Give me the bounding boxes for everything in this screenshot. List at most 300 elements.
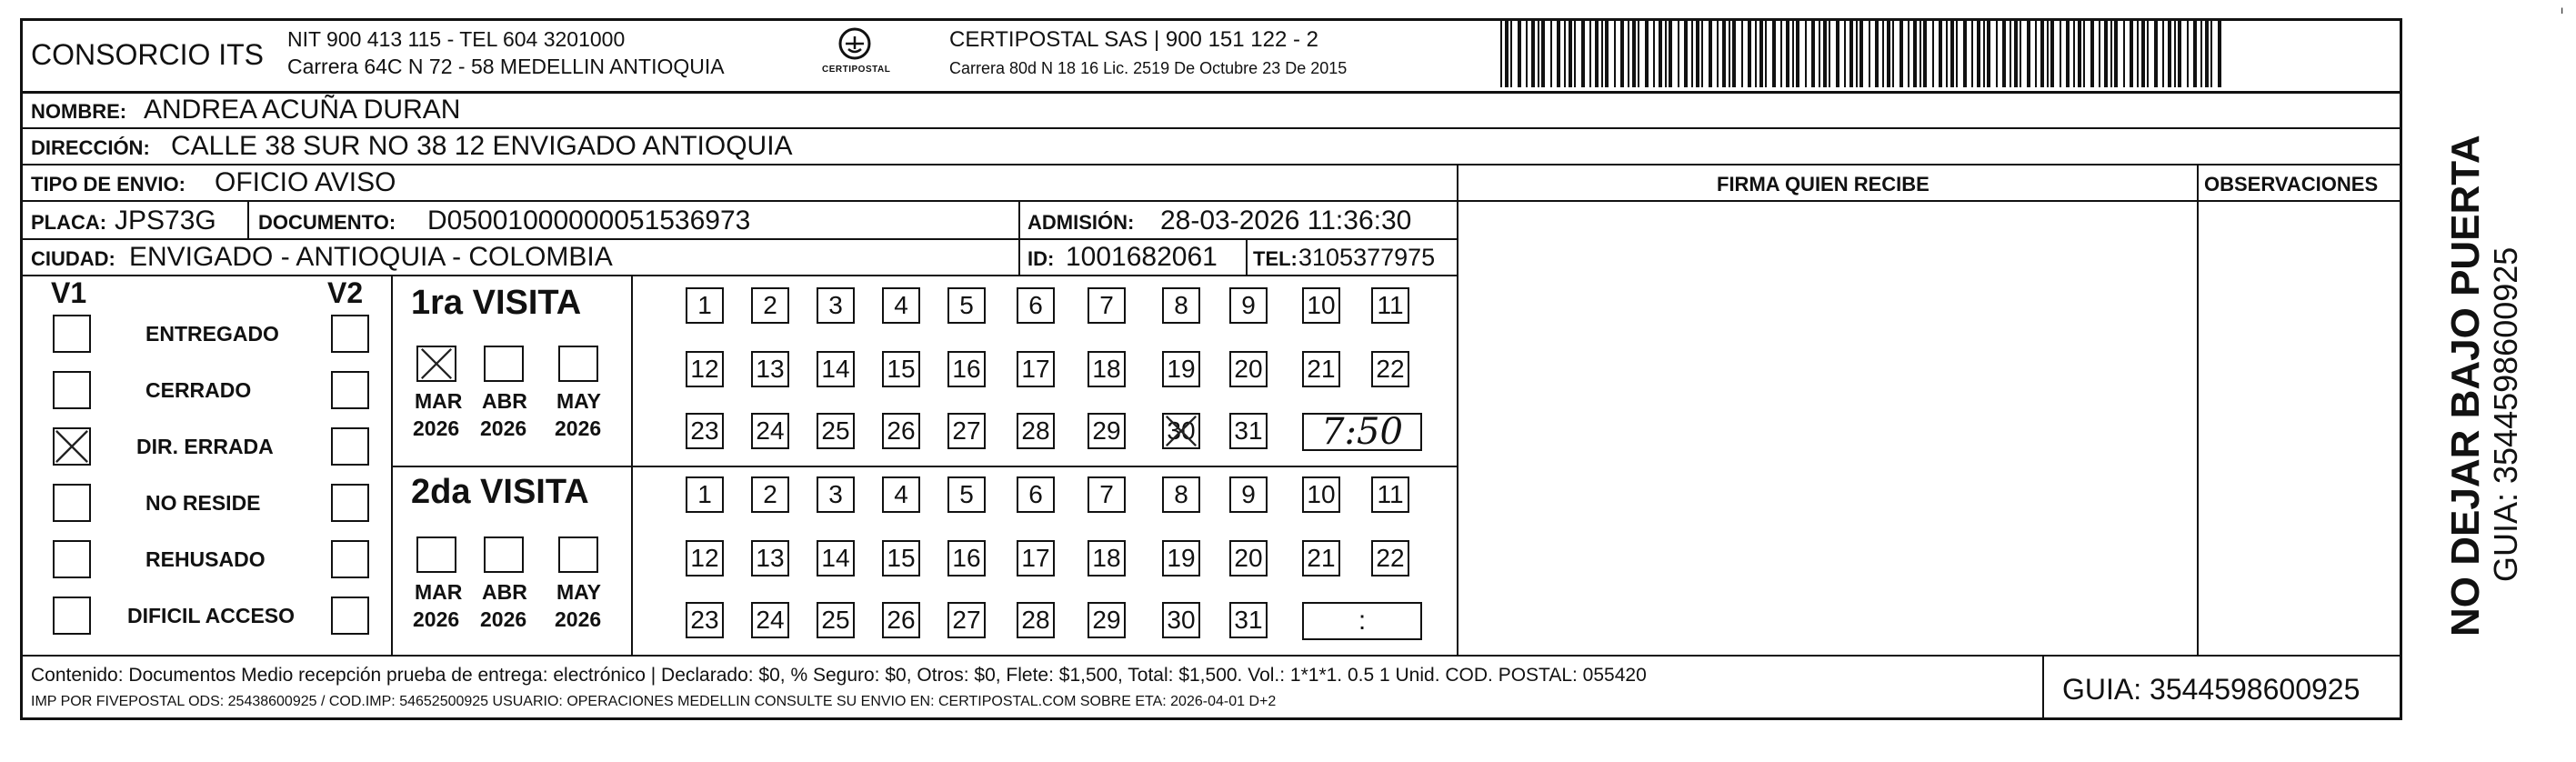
v1-checkbox[interactable] [53, 597, 91, 635]
day-number: 13 [756, 544, 785, 572]
v1-checkbox[interactable] [53, 427, 91, 466]
day-number: 8 [1174, 291, 1188, 319]
day-number: 31 [1234, 416, 1263, 445]
barcode-bar [1601, 20, 1603, 87]
day-number: 19 [1167, 355, 1196, 383]
day-box[interactable] [817, 413, 855, 449]
barcode-bar [1772, 20, 1776, 87]
day-box[interactable] [1017, 602, 1055, 638]
company-name: CONSORCIO ITS [31, 38, 265, 71]
month-label: MAR [415, 389, 463, 413]
barcode-bar [2040, 20, 2044, 87]
barcode-bar [1557, 20, 1560, 87]
v2-checkbox[interactable] [331, 484, 369, 522]
day-box[interactable] [1229, 602, 1268, 638]
day-number: 9 [1241, 291, 1256, 319]
barcode-bar [2168, 20, 2171, 87]
month-label: MAY [556, 580, 601, 604]
time-box[interactable]: 7:50 [1302, 413, 1422, 451]
barcode-bar [1759, 20, 1763, 87]
barcode-bar [1829, 20, 1830, 87]
day-box[interactable] [1371, 351, 1409, 387]
barcode-bar [1638, 20, 1639, 87]
day-number: 25 [821, 606, 850, 634]
day-number: 25 [821, 416, 850, 445]
day-box[interactable] [1229, 413, 1268, 449]
v1-header: V1 [51, 276, 87, 309]
day-number: 20 [1234, 544, 1263, 572]
barcode-bar [2078, 20, 2081, 87]
placa-value: JPS73G [115, 206, 216, 236]
day-number: 5 [959, 480, 974, 508]
barcode-bar [1875, 20, 1879, 87]
barcode-bar [1932, 20, 1934, 87]
footer-contenido: Contenido: Documentos Medio recepción prueba de entrega: electrónico | Declarado: $0, % Seguro: $0, Otros: $0, Flete: $1,500, Total: $1,500. Vol.: 1*1*1. 0.5 1 Unid. COD. POSTAL: 055420 [31, 665, 1647, 686]
day-number: 15 [887, 355, 916, 383]
day-box[interactable] [1229, 476, 1268, 513]
day-box[interactable] [947, 476, 986, 513]
barcode-bar [1836, 20, 1839, 87]
barcode-bar [2073, 20, 2075, 87]
day-box[interactable] [817, 287, 855, 324]
day-box[interactable] [1017, 351, 1055, 387]
day-number: 23 [690, 416, 719, 445]
footer-guia: GUIA: 3544598600925 [2062, 673, 2360, 706]
direccion-label: DIRECCIÓN: [31, 136, 150, 159]
barcode-bar [2130, 20, 2133, 87]
day-box[interactable] [817, 476, 855, 513]
v2-header: V2 [327, 276, 364, 309]
day-number: 30 [1167, 606, 1196, 634]
id-label: ID: [1027, 247, 1055, 270]
day-number: 11 [1377, 291, 1404, 319]
day-number: 1 [697, 291, 712, 319]
barcode-bar [2027, 20, 2030, 87]
day-box[interactable] [1371, 540, 1409, 577]
certipostal-logo [818, 24, 891, 80]
footer-imp-info: IMP POR FIVEPOSTAL ODS: 25438600925 / COD.IMP: 54652500925 USUARIO: OPERACIONES MEDELLIN CONSULTE SU ENVIO EN: CERTIPOSTAL.COM SOBRE ETA: 2026-04-01 D+2 [31, 694, 1277, 709]
barcode-bar [1946, 20, 1948, 87]
day-number: 6 [1028, 480, 1043, 508]
logo-text: CERTIPOSTAL [822, 65, 891, 75]
day-box[interactable] [686, 476, 724, 513]
month-checkbox[interactable] [558, 346, 598, 382]
barcode-bar [1869, 20, 1870, 87]
barcode-bar [2066, 20, 2070, 87]
barcode-bar [1696, 20, 1699, 87]
barcode-bar [2178, 20, 2181, 87]
day-box[interactable] [1017, 413, 1055, 449]
month-checkbox[interactable] [416, 346, 456, 382]
day-number: 5 [959, 291, 974, 319]
barcode-bar [2123, 20, 2125, 87]
day-box[interactable] [1371, 287, 1409, 324]
barcode-bar [2035, 20, 2037, 87]
day-box[interactable] [1017, 540, 1055, 577]
day-box[interactable] [1302, 287, 1340, 324]
day-box[interactable] [1162, 540, 1200, 577]
barcode-bar [1908, 20, 1909, 87]
barcode-bar [1717, 20, 1719, 87]
barcode-bar [1859, 20, 1863, 87]
day-number: 17 [1021, 544, 1050, 572]
side-text [2443, 135, 2524, 637]
barcode-bar [1792, 20, 1794, 87]
day-number: 26 [887, 416, 916, 445]
barcode-bar [1691, 20, 1693, 87]
barcode-bar [2210, 20, 2212, 87]
barcode-bar [1659, 20, 1662, 87]
day-number: 14 [821, 355, 850, 383]
side-warning: NO DEJAR BAJO PUERTA [2443, 135, 2488, 637]
v2-checkbox[interactable] [331, 427, 369, 466]
barcode-bar [1550, 20, 1552, 87]
barcode-bar [2104, 20, 2108, 87]
month-label: MAY [556, 389, 601, 413]
barcode-bar [2162, 20, 2164, 87]
status-label: CERRADO [145, 378, 252, 402]
barcode-bar [2174, 20, 2176, 87]
day-number: 13 [756, 355, 785, 383]
year-label: 2026 [413, 416, 460, 440]
barcode-bar [2218, 20, 2221, 87]
barcode-bar [2050, 20, 2054, 87]
day-box[interactable] [1229, 540, 1268, 577]
day-box[interactable] [1229, 287, 1268, 324]
barcode-bar [1632, 20, 1636, 87]
day-number: 22 [1376, 544, 1405, 572]
barcode-bar [2060, 20, 2061, 87]
barcode-bar [2137, 20, 2139, 87]
barcode-bar [2193, 20, 2197, 87]
barcode-bar [1996, 20, 1998, 87]
barcode-bar [1950, 20, 1954, 87]
barcode-bar [1786, 20, 1789, 87]
day-box[interactable] [1088, 413, 1126, 449]
day-box[interactable] [1017, 287, 1055, 324]
barcode-bar [1500, 20, 1502, 87]
day-number: 18 [1092, 544, 1121, 572]
day-box[interactable] [686, 287, 724, 324]
tel-value: 3105377975 [1298, 244, 1436, 271]
barcode-bar [2010, 20, 2011, 87]
day-box[interactable] [751, 413, 789, 449]
day-box[interactable] [1088, 351, 1126, 387]
day-box[interactable] [1302, 476, 1340, 513]
barcode-bar [1882, 20, 1884, 87]
tipo-envio-label: TIPO DE ENVIO: [31, 173, 185, 196]
status-label: REHUSADO [145, 547, 266, 571]
v1-checkbox[interactable] [53, 315, 91, 353]
barcode-bar [1589, 20, 1591, 87]
day-box[interactable] [1162, 602, 1200, 638]
time-box[interactable]: : [1302, 602, 1422, 640]
day-box[interactable] [1229, 351, 1268, 387]
company-nit: NIT 900 413 115 - TEL 604 3201000 [287, 27, 626, 51]
month-checkbox[interactable] [558, 536, 598, 573]
v2-checkbox[interactable] [331, 540, 369, 578]
day-box[interactable] [686, 413, 724, 449]
day-box[interactable] [882, 602, 920, 638]
barcode-bar [1581, 20, 1585, 87]
barcode-bar [1684, 20, 1688, 87]
day-number: 28 [1021, 416, 1050, 445]
firma-header: FIRMA QUIEN RECIBE [1717, 173, 1929, 196]
day-number: 27 [952, 606, 981, 634]
barcode-bar [1971, 20, 1973, 87]
day-number: 7 [1099, 480, 1114, 508]
day-number: 12 [690, 544, 719, 572]
year-label: 2026 [480, 607, 527, 631]
barcode-bar [1645, 20, 1649, 87]
day-box[interactable] [686, 602, 724, 638]
day-number: 20 [1234, 355, 1263, 383]
day-box[interactable] [751, 476, 789, 513]
barcode-bar [1956, 20, 1958, 87]
year-label: 2026 [555, 416, 602, 440]
ciudad-label: CIUDAD: [31, 247, 115, 270]
barcode-bar [1722, 20, 1726, 87]
barcode-bar [1569, 20, 1572, 87]
barcode-bar [1811, 20, 1815, 87]
day-box[interactable] [817, 540, 855, 577]
day-number: 2 [763, 291, 777, 319]
day-box[interactable] [1088, 476, 1126, 513]
day-number: 7 [1099, 291, 1114, 319]
day-box[interactable] [1162, 351, 1200, 387]
barcode-bar [1748, 20, 1751, 87]
month-label: ABR [482, 580, 527, 604]
day-number: 29 [1092, 416, 1121, 445]
barcode-bar [1541, 20, 1545, 87]
barcode-bar [1892, 20, 1894, 87]
barcode-bar [1620, 20, 1624, 87]
day-box[interactable] [882, 476, 920, 513]
status-label: DIR. ERRADA [136, 435, 274, 458]
certipostal-info: CERTIPOSTAL SAS | 900 151 122 - 2 [949, 27, 1318, 52]
v1-checkbox[interactable] [53, 371, 91, 409]
barcode-bar [1741, 20, 1743, 87]
barcode-bar [1732, 20, 1736, 87]
barcode-bar [1899, 20, 1903, 87]
placa-label: PLACA: [31, 211, 107, 234]
day-box[interactable] [947, 413, 986, 449]
barcode-bar [2020, 20, 2021, 87]
day-number: 14 [821, 544, 850, 572]
month-checkbox[interactable] [484, 536, 524, 573]
barcode-bar [1919, 20, 1921, 87]
barcode-bar [1628, 20, 1629, 87]
barcode-bar [1963, 20, 1967, 87]
day-box[interactable] [947, 540, 986, 577]
day-box[interactable] [882, 413, 920, 449]
barcode-bar [2114, 20, 2118, 87]
barcode [1500, 20, 2228, 87]
day-box[interactable] [686, 351, 724, 387]
barcode-bar [2141, 20, 2145, 87]
v1-checkbox[interactable] [53, 484, 91, 522]
day-box[interactable] [1088, 540, 1126, 577]
day-box[interactable] [1371, 476, 1409, 513]
barcode-bar [1856, 20, 1858, 87]
day-box[interactable] [751, 287, 789, 324]
day-number: 24 [756, 416, 785, 445]
day-number: 24 [756, 606, 785, 634]
day-number: 1 [697, 480, 712, 508]
barcode-bar [1849, 20, 1853, 87]
barcode-bar [1531, 20, 1535, 87]
day-number: 3 [828, 291, 843, 319]
v2-checkbox[interactable] [331, 371, 369, 409]
barcode-bar [2147, 20, 2149, 87]
barcode-bar [1819, 20, 1820, 87]
admision-label: ADMISIÓN: [1027, 211, 1135, 234]
day-number: 16 [952, 544, 981, 572]
barcode-bar [1605, 20, 1609, 87]
barcode-bar [2002, 20, 2006, 87]
v2-checkbox[interactable] [331, 315, 369, 353]
day-number: 10 [1307, 480, 1336, 508]
day-number: 10 [1307, 291, 1336, 319]
day-box[interactable] [817, 602, 855, 638]
barcode-bar [2014, 20, 2018, 87]
day-box[interactable] [947, 287, 986, 324]
day-box[interactable] [1302, 540, 1340, 577]
tipo-envio-value: OFICIO AVISO [215, 167, 396, 197]
barcode-bar [2205, 20, 2209, 87]
day-number: 18 [1092, 355, 1121, 383]
barcode-bar [1538, 20, 1539, 87]
barcode-bar [1564, 20, 1566, 87]
day-number: 29 [1092, 606, 1121, 634]
day-box[interactable] [817, 351, 855, 387]
barcode-bar [1505, 20, 1509, 87]
month-label: ABR [482, 389, 527, 413]
year-label: 2026 [480, 416, 527, 440]
status-label: DIFICIL ACCESO [127, 604, 296, 627]
barcode-bar [1709, 20, 1712, 87]
barcode-bar [1595, 20, 1599, 87]
day-number: 19 [1167, 544, 1196, 572]
day-box[interactable] [1162, 476, 1200, 513]
day-box[interactable] [1162, 413, 1200, 449]
barcode-bar [1780, 20, 1782, 87]
barcode-bar [1729, 20, 1730, 87]
certipostal-address: Carrera 80d N 18 16 Lic. 2519 De Octubre 23 De 2015 [949, 59, 1348, 77]
barcode-bar [1510, 20, 1512, 87]
day-number: 17 [1021, 355, 1050, 383]
day-box[interactable] [1302, 351, 1340, 387]
admision-value: 28-03-2026 11:36:30 [1160, 206, 1412, 236]
day-number: 23 [690, 606, 719, 634]
day-number: 2 [763, 480, 777, 508]
month-checkbox[interactable] [416, 536, 456, 573]
day-box[interactable] [1017, 476, 1055, 513]
barcode-bar [2200, 20, 2202, 87]
day-box[interactable] [1162, 287, 1200, 324]
corner-mark: ı [2561, 4, 2564, 16]
day-box[interactable] [751, 540, 789, 577]
day-number: 8 [1174, 480, 1188, 508]
barcode-bar [2099, 20, 2100, 87]
barcode-bar [1701, 20, 1703, 87]
documento-label: DOCUMENTO: [258, 211, 396, 234]
barcode-bar [2154, 20, 2158, 87]
barcode-bar [1755, 20, 1757, 87]
barcode-bar [2187, 20, 2189, 87]
barcode-bar [1678, 20, 1679, 87]
day-box[interactable] [882, 287, 920, 324]
day-box[interactable] [751, 351, 789, 387]
day-number: 30 [1167, 416, 1196, 445]
day-number: 21 [1307, 355, 1336, 383]
day-number: 9 [1241, 480, 1256, 508]
tel-label: TEL: [1253, 247, 1298, 270]
barcode-bar [1665, 20, 1667, 87]
day-number: 16 [952, 355, 981, 383]
year-label: 2026 [413, 607, 460, 631]
day-box[interactable] [947, 351, 986, 387]
month-checkbox[interactable] [484, 346, 524, 382]
day-number: 27 [952, 416, 981, 445]
day-number: 26 [887, 606, 916, 634]
day-number: 4 [894, 480, 908, 508]
visit1-title: 1ra VISITA [411, 284, 582, 322]
day-box[interactable] [686, 540, 724, 577]
barcode-bar [2047, 20, 2049, 87]
barcode-bar [1805, 20, 1807, 87]
observaciones-header: OBSERVACIONES [2204, 173, 2379, 196]
barcode-bar [1518, 20, 1521, 87]
day-box[interactable] [882, 540, 920, 577]
day-number: 31 [1234, 606, 1263, 634]
barcode-bar [1765, 20, 1767, 87]
barcode-bar [2090, 20, 2094, 87]
v1-checkbox[interactable] [53, 540, 91, 578]
day-box[interactable] [1088, 602, 1126, 638]
day-number: 22 [1376, 355, 1405, 383]
barcode-bar [1614, 20, 1616, 87]
barcode-bar [1844, 20, 1846, 87]
day-box[interactable] [751, 602, 789, 638]
barcode-bar [2110, 20, 2112, 87]
v2-checkbox[interactable] [331, 597, 369, 635]
documento-value: D05001000000051536973 [427, 206, 751, 236]
barcode-bar [1653, 20, 1655, 87]
barcode-bar [1977, 20, 1980, 87]
barcode-bar [1887, 20, 1890, 87]
day-box[interactable] [947, 602, 986, 638]
day-number: 28 [1021, 606, 1050, 634]
nombre-label: NOMBRE: [31, 100, 127, 123]
day-box[interactable] [882, 351, 920, 387]
day-number: 15 [887, 544, 916, 572]
barcode-bar [2083, 20, 2085, 87]
status-label: ENTREGADO [145, 322, 279, 346]
id-value: 1001682061 [1066, 242, 1218, 272]
month-label: MAR [415, 580, 463, 604]
company-address: Carrera 64C N 72 - 58 MEDELLIN ANTIOQUIA [287, 55, 725, 78]
barcode-bar [1983, 20, 1985, 87]
day-number: 4 [894, 291, 908, 319]
status-label: NO RESIDE [145, 491, 261, 515]
day-number: 6 [1028, 291, 1043, 319]
nombre-value: ANDREA ACUÑA DURAN [144, 95, 461, 125]
day-box[interactable] [1088, 287, 1126, 324]
barcode-bar [1923, 20, 1927, 87]
day-number: 11 [1377, 480, 1404, 508]
barcode-bar [1913, 20, 1917, 87]
